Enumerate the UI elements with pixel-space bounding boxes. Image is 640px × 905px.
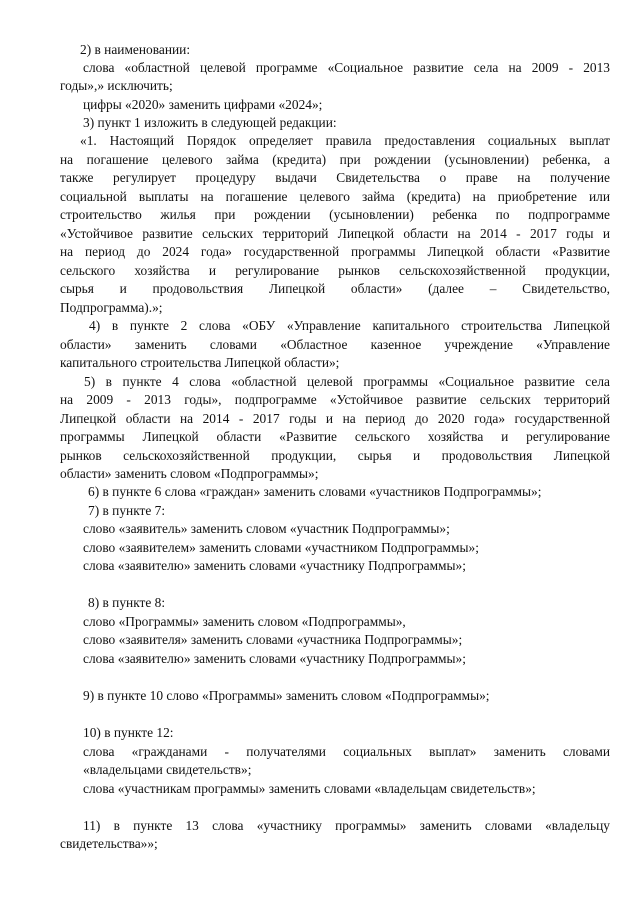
line-32: слово «заявителя» заменить словами «участника Подпрограммы»;	[83, 632, 463, 647]
line-14: сырья и продовольствия Липецкой области» (далее – Свидетельство,	[60, 281, 610, 296]
line-22: программы Липецкой области «Развитие сельского хозяйства и регулирование	[60, 429, 610, 444]
line-30: 8) в пункте 8:	[88, 595, 166, 610]
line-19: 5) в пункте 4 слова «областной целевой программы «Социальное развитие села	[84, 374, 610, 389]
line-9: социальной выплаты на погашение целевого займа (кредита) на приобретение или	[60, 189, 610, 204]
line-4: цифры «2020» заменить цифрами «2024»;	[83, 97, 323, 112]
line-35: 10) в пункте 12:	[83, 725, 174, 740]
line-25: 6) в пункте 6 слова «граждан» заменить словами «участников Подпрограммы»;	[88, 484, 542, 499]
line-13: сельского хозяйства и регулирование рынков сельскохозяйственной продукции,	[60, 263, 610, 278]
line-7: на погашение целевого займа (кредита) при рождении (усыновлении) ребенка, а	[60, 152, 610, 167]
line-26: 7) в пункте 7:	[88, 503, 166, 518]
line-34: 9) в пункте 10 слово «Программы» заменить словом «Подпрограммы»;	[83, 688, 490, 703]
line-12: на период до 2024 года» государственной программы Липецкой области «Развитие	[60, 244, 610, 259]
line-16: 4) в пункте 2 слова «ОБУ «Управление капитального строительства Липецкой	[89, 318, 610, 333]
line-3: годы»,» исключить;	[60, 78, 173, 93]
line-31: слово «Программы» заменить словом «Подпрограммы»,	[83, 614, 406, 629]
line-21: Липецкой области на 2014 - 2017 годы и на период до 2020 года» государственной	[60, 411, 610, 426]
line-18: капитального строительства Липецкой области»;	[60, 355, 340, 370]
line-38: слова «участникам программы» заменить словами «владельцам свидетельств»;	[83, 781, 536, 796]
line-27: слово «заявитель» заменить словом «участник Подпрограммы»;	[83, 521, 450, 536]
line-5: 3) пункт 1 изложить в следующей редакции:	[83, 115, 337, 130]
line-11: «Устойчивое развитие сельских территорий Липецкой области на 2014 - 2017 годы и	[60, 226, 610, 241]
line-17: области» заменить словами «Областное казенное учреждение «Управление	[60, 337, 610, 352]
line-24: области» заменить словом «Подпрограммы»;	[60, 466, 319, 481]
line-39: 11) в пункте 13 слова «участнику программы» заменить словами «владельцу	[83, 818, 610, 833]
line-36: слова «гражданами - получателями социальных выплат» заменить словами	[83, 744, 610, 759]
line-28: слово «заявителем» заменить словами «участником Подпрограммы»;	[83, 540, 479, 555]
line-29: слова «заявителю» заменить словами «участнику Подпрограммы»;	[83, 558, 466, 573]
line-20: на 2009 - 2013 годы», подпрограмме «Устойчивое развитие сельских территорий	[60, 392, 610, 407]
line-23: рынков сельскохозяйственной продукции, сырья и продовольствия Липецкой	[60, 448, 610, 463]
line-10: строительство жилья при рождении (усыновлении) ребенка по подпрограмме	[60, 207, 610, 222]
line-40: свидетельства»»;	[60, 836, 158, 851]
line-8: также регулирует процедуру выдачи Свидетельства о праве на получение	[60, 170, 610, 185]
line-15: Подпрограмма).»;	[60, 300, 163, 315]
line-2: слова «областной целевой программе «Социальное развитие села на 2009 - 2013	[83, 60, 610, 75]
line-37: «владельцами свидетельств»;	[83, 762, 252, 777]
line-6: «1. Настоящий Порядок определяет правила предоставления социальных выплат	[80, 133, 610, 148]
line-33: слова «заявителю» заменить словами «участнику Подпрограммы»;	[83, 651, 466, 666]
line-1: 2) в наименовании:	[80, 42, 191, 57]
